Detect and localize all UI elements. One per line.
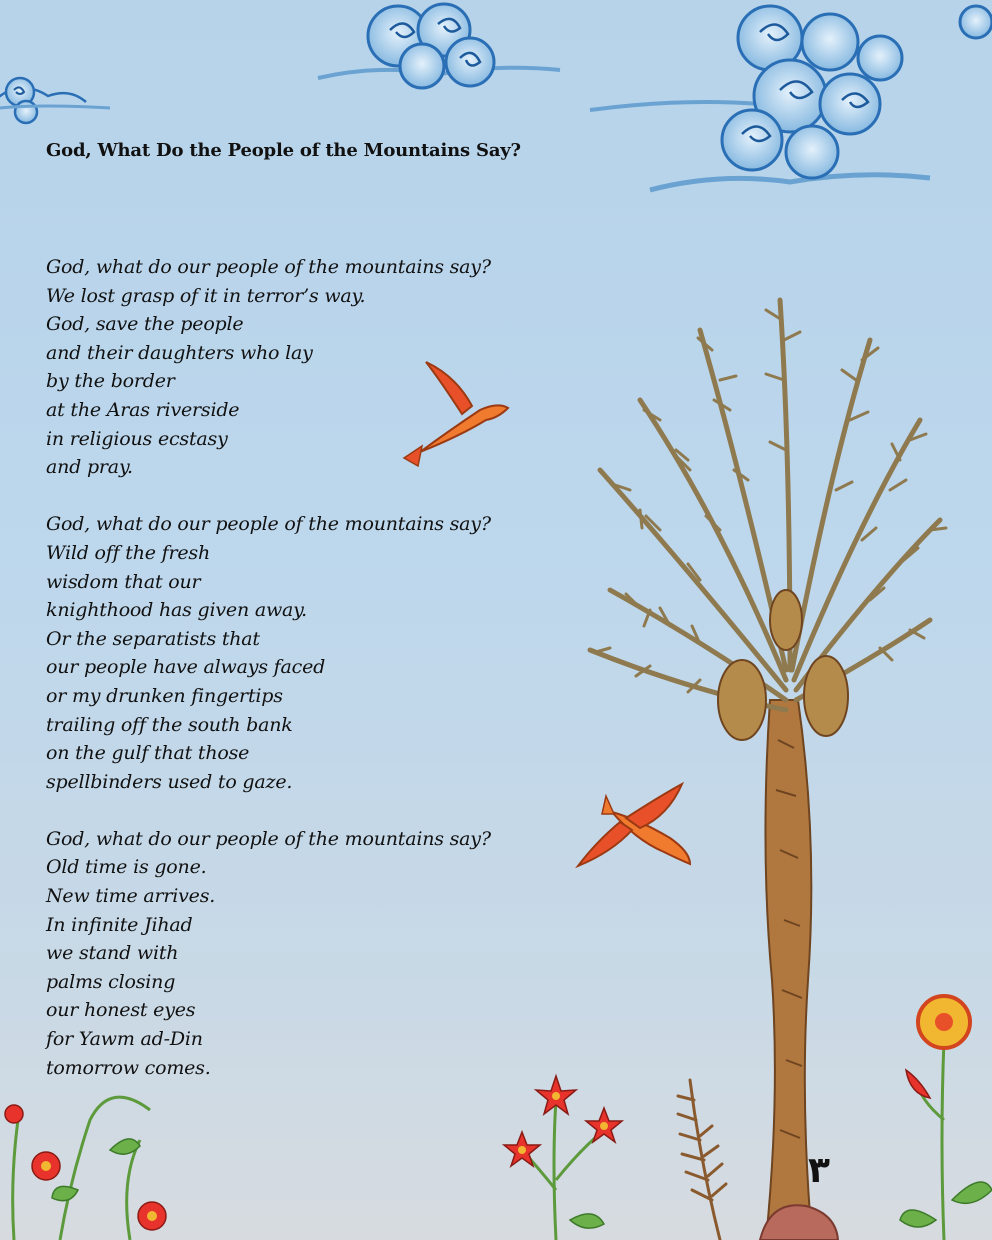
- page-number: ٣: [808, 1150, 830, 1191]
- poem-line: by the border: [46, 370, 175, 393]
- poem-line: spellbinders used to gaze.: [46, 770, 293, 793]
- stanza-2: [46, 510, 586, 796]
- poem-line: tomorrow comes.: [46, 1056, 211, 1079]
- poem-line: God, save the people: [46, 313, 244, 336]
- bird-icon: [578, 784, 690, 866]
- poem-body: [46, 253, 586, 1111]
- poem-line: or my drunken fingertips: [46, 684, 283, 707]
- cloud-icon: [318, 4, 560, 88]
- stanza-3: [46, 825, 586, 1082]
- poem-line: in religious ecstasy: [46, 427, 228, 450]
- poem-line: at the Aras riverside: [46, 398, 240, 421]
- poem-line: wisdom that our: [46, 570, 201, 593]
- poem-line: knighthood has given away.: [46, 599, 307, 622]
- poem-line: God, what do our people of the mountains say?: [46, 827, 491, 850]
- poem-line: God, what do our people of the mountains say?: [46, 513, 491, 536]
- poem-line: In infinite Jihad: [46, 913, 193, 936]
- cloud-icon: [590, 6, 992, 190]
- fern-icon: [678, 1080, 726, 1240]
- poem-line: Old time is gone.: [46, 856, 207, 879]
- cloud-icon: [0, 78, 110, 123]
- poem-line: and their daughters who lay: [46, 341, 313, 364]
- poem-line: Or the separatists that: [46, 627, 260, 650]
- flower-icon: [900, 996, 992, 1240]
- flower-icon: [5, 1097, 166, 1240]
- poem-line: and pray.: [46, 456, 133, 479]
- poem-line: our people have always faced: [46, 656, 326, 679]
- poem-title: God, What Do the People of the Mountains Say?: [46, 140, 521, 161]
- poem-line: God, what do our people of the mountains say?: [46, 256, 491, 278]
- poem-line: we stand with: [46, 942, 179, 965]
- stanza-1: [46, 253, 586, 482]
- poem-line: trailing off the south bank: [46, 713, 293, 736]
- poem-line: Wild off the fresh: [46, 541, 210, 564]
- poem-line: on the gulf that those: [46, 742, 250, 765]
- poem-line: for Yawm ad-Din: [46, 1028, 203, 1051]
- poem-line: palms closing: [46, 970, 176, 993]
- poem-line: We lost grasp of it in terror’s way.: [46, 284, 366, 307]
- poem-line: New time arrives.: [46, 885, 216, 908]
- poem-line: our honest eyes: [46, 999, 196, 1022]
- palm-tree-icon: [590, 300, 946, 1240]
